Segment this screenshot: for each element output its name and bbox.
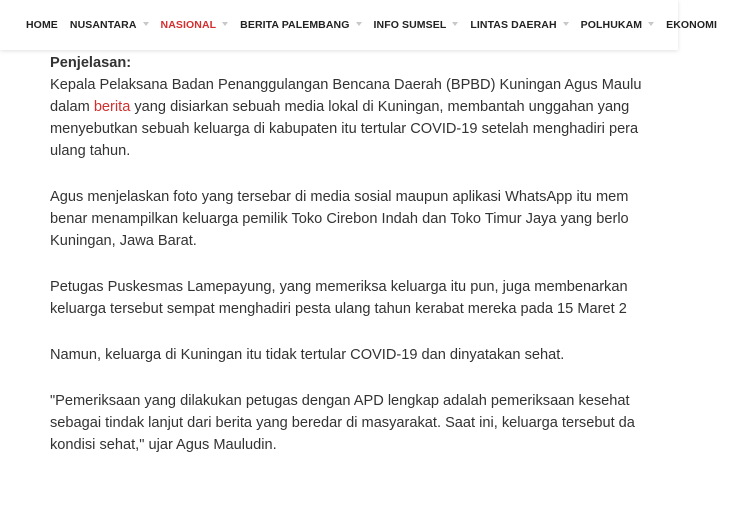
nav-item-nusantara[interactable] [70, 19, 149, 31]
nav-item-label: NUSANTARA [69, 19, 137, 31]
nav-item-nasional[interactable] [161, 19, 229, 31]
paragraph-1 [50, 74, 750, 162]
paragraph-4 [50, 344, 750, 366]
paragraph-line: Agus menjelaskan foto yang tersebar di media sosial maupun aplikasi WhatsApp itu mem [50, 189, 629, 205]
nav-list [26, 19, 729, 31]
chevron-down-icon [356, 22, 362, 26]
article-heading: Penjelasan: [50, 55, 132, 71]
paragraph-5 [50, 390, 750, 456]
chevron-down-icon [563, 22, 569, 26]
nav-item-label: INFO SUMSEL [373, 19, 447, 31]
paragraph-2 [50, 186, 750, 252]
nav-item-lintas-daerah[interactable] [470, 19, 568, 31]
paragraph-line: sebagai tindak lanjut dari berita yang beredar di masyarakat. Saat ini, keluarga tersebut da [50, 415, 635, 431]
chevron-down-icon [648, 22, 654, 26]
paragraph-line: Kepala Pelaksana Badan Penanggulangan Bencana Daerah (BPBD) Kuningan Agus Maulu [50, 77, 642, 93]
paragraph-line: benar menampilkan keluarga pemilik Toko Cirebon Indah dan Toko Timur Jaya yang berlo [50, 211, 629, 227]
paragraph-line: "Pemeriksaan yang dilakukan petugas dengan APD lengkap adalah pemeriksaan kesehat [50, 393, 630, 409]
text-segment: dalam [50, 99, 94, 115]
nav-item-label: BERITA PALEMBANG [240, 19, 350, 31]
article-body [50, 52, 750, 456]
nav-item-label: EKONOMI [666, 19, 717, 31]
nav-item-label: POLHUKAM [580, 19, 643, 31]
paragraph-3 [50, 276, 750, 320]
nav-item-label: LINTAS DAERAH [470, 19, 557, 31]
nav-item-info-sumsel[interactable] [374, 19, 459, 31]
chevron-down-icon [452, 22, 458, 26]
chevron-down-icon [143, 22, 149, 26]
nav-item-home[interactable] [26, 19, 58, 31]
nav-item-label: HOME [26, 19, 58, 31]
paragraph-line: ulang tahun. [50, 143, 131, 159]
nav-item-ekonomi[interactable] [666, 19, 717, 31]
paragraph-line: Petugas Puskesmas Lamepayung, yang memeriksa keluarga itu pun, juga membenarkan [50, 279, 628, 295]
berita-link[interactable]: berita [93, 99, 131, 115]
main-nav [0, 0, 717, 50]
nav-item-label: NASIONAL [160, 19, 217, 31]
paragraph-line: Kuningan, Jawa Barat. [50, 233, 197, 249]
text-segment: yang disiarkan sebuah media lokal di Kuningan, membantah unggahan yang [130, 99, 630, 115]
nav-item-polhukam[interactable] [581, 19, 654, 31]
paragraph-line: Namun, keluarga di Kuningan itu tidak tertular COVID-19 dan dinyatakan sehat. [50, 347, 565, 363]
paragraph-line [50, 96, 750, 118]
nav-item-berita-palembang[interactable] [240, 19, 361, 31]
paragraph-line: menyebutkan sebuah keluarga di kabupaten itu tertular COVID-19 setelah menghadiri pera [50, 121, 639, 137]
chevron-down-icon [222, 22, 228, 26]
paragraph-line: keluarga tersebut sempat menghadiri pesta ulang tahun kerabat mereka pada 15 Maret 2 [50, 301, 627, 317]
paragraph-line: kondisi sehat," ujar Agus Mauludin. [50, 437, 277, 453]
